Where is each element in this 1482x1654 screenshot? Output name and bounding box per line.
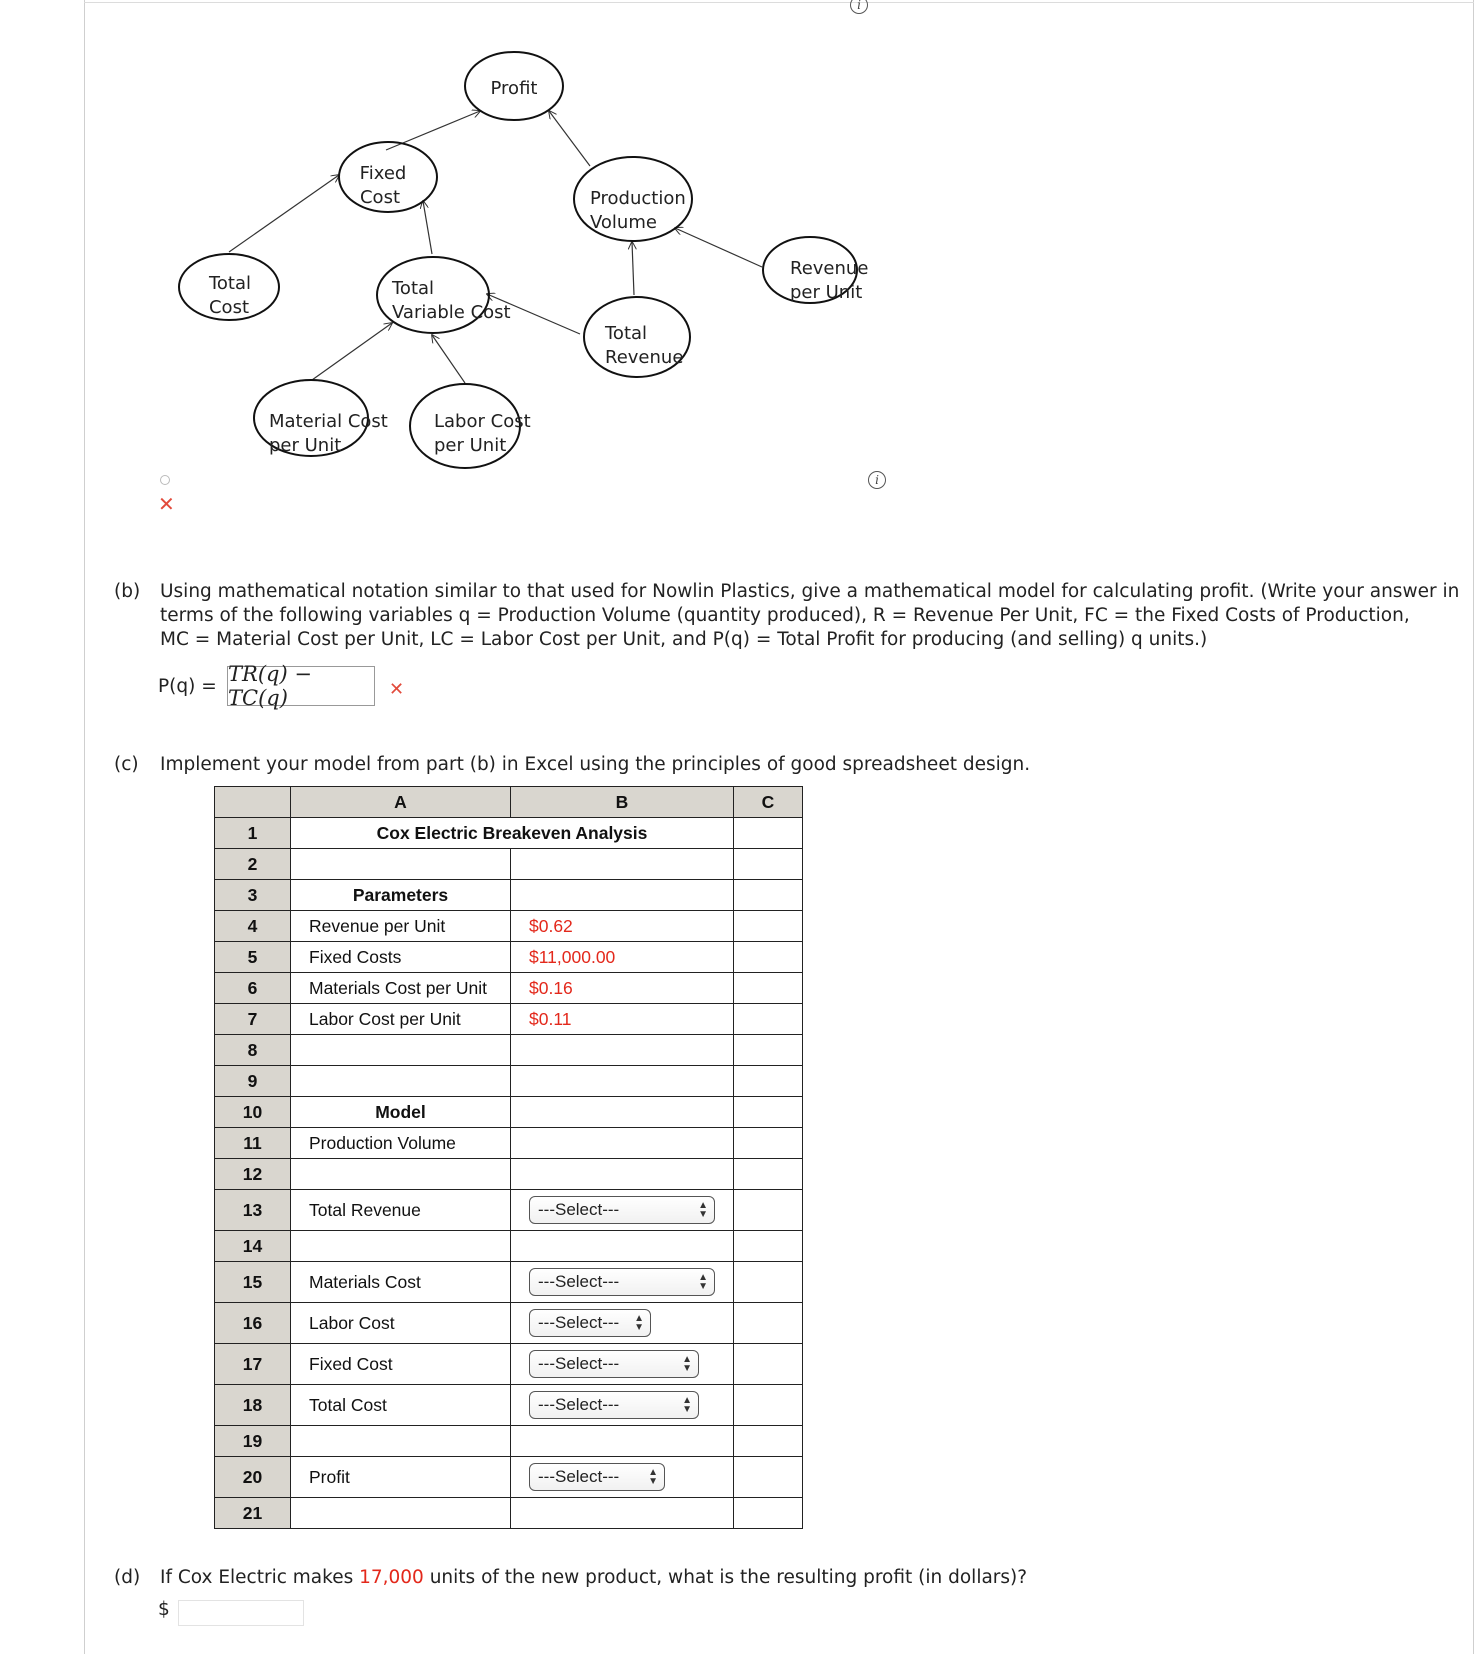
influence-diagram xyxy=(0,0,1482,480)
select-arrows-icon: ▲ ▼ xyxy=(682,1395,692,1415)
row-number: 2 xyxy=(215,849,291,880)
node-production-label-1: Production xyxy=(590,188,686,209)
row-number: 12 xyxy=(215,1159,291,1190)
column-header-row xyxy=(215,787,803,818)
table-row xyxy=(215,942,803,973)
cell-a14 xyxy=(291,1231,511,1262)
question-b-line-2: terms of the following variables q = Production Volume (quantity produced), R = Revenue Per Unit, FC = the Fixed Costs of Production, xyxy=(160,605,1410,626)
row-number: 10 xyxy=(215,1097,291,1128)
node-total-cost-label-2: Cost xyxy=(208,297,250,318)
param-label-revenue: Revenue per Unit xyxy=(291,911,511,942)
node-labor-label-1: Labor Cost xyxy=(434,411,531,432)
question-b-line-1: Using mathematical notation similar to that used for Nowlin Plastics, give a mathematical model for calculating profit. (Write your answer in xyxy=(160,581,1460,602)
cell-c12 xyxy=(734,1159,803,1190)
edge-production-profit xyxy=(549,111,590,166)
cell-c18 xyxy=(734,1385,803,1426)
incorrect-icon-formula: ✕ xyxy=(389,679,405,700)
cell-c14 xyxy=(734,1231,803,1262)
question-c-text: Implement your model from part (b) in Excel using the principles of good spreadsheet design. xyxy=(160,754,1031,775)
cell-b2 xyxy=(511,849,734,880)
cell-b3 xyxy=(511,880,734,911)
table-row xyxy=(215,1035,803,1066)
node-total-revenue-label-1: Total xyxy=(605,323,648,344)
total-cost-select-value: ---Select--- xyxy=(538,1395,620,1414)
table-row xyxy=(215,911,803,942)
model-label-total-cost: Total Cost xyxy=(291,1385,511,1426)
labor-cost-select[interactable] xyxy=(529,1309,651,1337)
cell-c11 xyxy=(734,1128,803,1159)
node-material-label-1: Material Cost xyxy=(269,411,388,432)
cell-a8 xyxy=(291,1035,511,1066)
question-c-label: (c) xyxy=(114,754,139,775)
labor-cost-select-value: ---Select--- xyxy=(538,1313,620,1332)
cell-c1 xyxy=(734,818,803,849)
model-label-fixed-cost: Fixed Cost xyxy=(291,1344,511,1385)
row-number: 1 xyxy=(215,818,291,849)
total-revenue-select-value: ---Select--- xyxy=(538,1200,620,1219)
model-label-labor-cost: Labor Cost xyxy=(291,1303,511,1344)
node-production-label-2: Volume xyxy=(590,212,657,233)
question-b-line-3: MC = Material Cost per Unit, LC = Labor Cost per Unit, and P(q) = Total Profit for producing (and selling) q units.) xyxy=(160,629,1208,650)
info-icon-top[interactable]: i xyxy=(850,0,868,14)
row-number: 19 xyxy=(215,1426,291,1457)
currency-symbol: $ xyxy=(158,1599,170,1620)
table-row xyxy=(215,1128,803,1159)
table-row xyxy=(215,1231,803,1262)
select-arrows-icon: ▲ ▼ xyxy=(648,1467,658,1487)
edge-fixedcost-profit xyxy=(386,111,480,150)
cell-c16 xyxy=(734,1303,803,1344)
row-number: 13 xyxy=(215,1190,291,1231)
answer-label-pq: P(q) = xyxy=(158,676,217,697)
model-label-production-volume: Production Volume xyxy=(291,1128,511,1159)
table-row xyxy=(215,1457,803,1498)
node-fixed-cost-label-2: Cost xyxy=(359,187,401,208)
param-value-fixed: $11,000.00 xyxy=(511,942,734,973)
materials-cost-select[interactable] xyxy=(529,1268,715,1296)
cell-c3 xyxy=(734,880,803,911)
cell-c5 xyxy=(734,942,803,973)
corner-cell xyxy=(215,787,291,818)
profit-select[interactable] xyxy=(529,1463,665,1491)
model-label-profit: Profit xyxy=(291,1457,511,1498)
edge-tvc-fixedcost xyxy=(423,201,432,254)
total-revenue-select[interactable] xyxy=(529,1196,715,1224)
question-c xyxy=(114,753,1464,779)
node-profit-label: Profit xyxy=(490,78,538,99)
cell-c21 xyxy=(734,1498,803,1529)
table-row xyxy=(215,1303,803,1344)
profit-answer-input[interactable] xyxy=(178,1600,304,1626)
cell-a2 xyxy=(291,849,511,880)
cell-c9 xyxy=(734,1066,803,1097)
cell-c6 xyxy=(734,973,803,1004)
node-material-label-2: per Unit xyxy=(269,435,342,456)
node-tvc-label-1: Total xyxy=(392,278,435,299)
question-d-label: (d) xyxy=(114,1567,141,1588)
model-header: Model xyxy=(291,1097,511,1128)
fixed-cost-select[interactable] xyxy=(529,1350,699,1378)
row-number: 14 xyxy=(215,1231,291,1262)
question-d-text-before: If Cox Electric makes xyxy=(160,1567,360,1588)
table-row xyxy=(215,973,803,1004)
column-header-a: A xyxy=(291,787,511,818)
cell-b10 xyxy=(511,1097,734,1128)
row-number: 15 xyxy=(215,1262,291,1303)
cell-c8 xyxy=(734,1035,803,1066)
cell-c13 xyxy=(734,1190,803,1231)
cell-b19 xyxy=(511,1426,734,1457)
cell-c15 xyxy=(734,1262,803,1303)
radio-option[interactable] xyxy=(160,475,170,485)
table-row xyxy=(215,818,803,849)
cell-b8 xyxy=(511,1035,734,1066)
cell-b15 xyxy=(511,1262,734,1303)
param-label-materials: Materials Cost per Unit xyxy=(291,973,511,1004)
total-cost-select[interactable] xyxy=(529,1391,699,1419)
param-label-labor: Labor Cost per Unit xyxy=(291,1004,511,1035)
node-total-revenue-label-2: Revenue xyxy=(605,347,684,368)
node-revenue-label-1: Revenue xyxy=(790,258,869,279)
row-number: 8 xyxy=(215,1035,291,1066)
info-icon-diagram[interactable]: i xyxy=(868,471,886,489)
table-row xyxy=(215,1498,803,1529)
table-row xyxy=(215,849,803,880)
incorrect-icon-diagram: ✕ xyxy=(158,492,175,516)
model-label-materials-cost: Materials Cost xyxy=(291,1262,511,1303)
column-header-c: C xyxy=(734,787,803,818)
cell-c17 xyxy=(734,1344,803,1385)
select-arrows-icon: ▲ ▼ xyxy=(682,1354,692,1374)
table-row xyxy=(215,1004,803,1035)
row-number: 7 xyxy=(215,1004,291,1035)
row-number: 17 xyxy=(215,1344,291,1385)
spreadsheet xyxy=(214,786,803,1529)
diagram-edges xyxy=(229,111,762,383)
select-arrows-icon: ▲ ▼ xyxy=(698,1272,708,1292)
cell-b13 xyxy=(511,1190,734,1231)
row-number: 18 xyxy=(215,1385,291,1426)
select-arrows-icon: ▲ ▼ xyxy=(698,1200,708,1220)
node-fixed-cost-label-1: Fixed xyxy=(359,163,407,184)
question-b xyxy=(114,580,1464,652)
param-value-labor: $0.11 xyxy=(511,1004,734,1035)
row-number: 4 xyxy=(215,911,291,942)
model-label-total-revenue: Total Revenue xyxy=(291,1190,511,1231)
cell-b17 xyxy=(511,1344,734,1385)
cell-c7 xyxy=(734,1004,803,1035)
materials-cost-select-value: ---Select--- xyxy=(538,1272,620,1291)
table-row xyxy=(215,1385,803,1426)
table-row xyxy=(215,1344,803,1385)
question-d-units: 17,000 xyxy=(359,1567,424,1588)
cell-c10 xyxy=(734,1097,803,1128)
param-value-materials: $0.16 xyxy=(511,973,734,1004)
profit-select-value: ---Select--- xyxy=(538,1467,620,1486)
cell-b14 xyxy=(511,1231,734,1262)
question-d xyxy=(114,1566,1464,1592)
parameters-header: Parameters xyxy=(291,880,511,911)
column-header-b: B xyxy=(511,787,734,818)
sheet-title: Cox Electric Breakeven Analysis xyxy=(291,818,734,849)
edge-totalcost-fixedcost xyxy=(229,175,339,252)
table-row xyxy=(215,1097,803,1128)
cell-a9 xyxy=(291,1066,511,1097)
cell-c4 xyxy=(734,911,803,942)
cell-b9 xyxy=(511,1066,734,1097)
cell-a19 xyxy=(291,1426,511,1457)
table-row xyxy=(215,1066,803,1097)
table-row xyxy=(215,1159,803,1190)
question-d-text xyxy=(160,1566,1027,1590)
edge-labor-tvc xyxy=(432,335,465,383)
param-label-fixed: Fixed Costs xyxy=(291,942,511,973)
cell-b11[interactable] xyxy=(511,1128,734,1159)
table-row xyxy=(215,1262,803,1303)
row-number: 5 xyxy=(215,942,291,973)
node-labor-label-2: per Unit xyxy=(434,435,507,456)
fixed-cost-select-value: ---Select--- xyxy=(538,1354,620,1373)
question-d-text-after: units of the new product, what is the resulting profit (in dollars)? xyxy=(423,1567,1028,1588)
table-row xyxy=(215,880,803,911)
cell-c20 xyxy=(734,1457,803,1498)
question-b-text xyxy=(160,580,1459,652)
cell-a21 xyxy=(291,1498,511,1529)
cell-b21 xyxy=(511,1498,734,1529)
cell-b18 xyxy=(511,1385,734,1426)
node-revenue-label-2: per Unit xyxy=(790,282,863,303)
row-number: 6 xyxy=(215,973,291,1004)
profit-formula-input[interactable]: TR(q) − TC(q) xyxy=(227,666,375,706)
node-tvc-label-2: Variable Cost xyxy=(392,302,511,323)
edge-revenue-production xyxy=(675,228,762,267)
row-number: 11 xyxy=(215,1128,291,1159)
row-number: 20 xyxy=(215,1457,291,1498)
cell-a12 xyxy=(291,1159,511,1190)
edge-material-tvc xyxy=(312,323,392,380)
param-value-revenue: $0.62 xyxy=(511,911,734,942)
row-number: 9 xyxy=(215,1066,291,1097)
table-row xyxy=(215,1426,803,1457)
table-row xyxy=(215,1190,803,1231)
cell-c19 xyxy=(734,1426,803,1457)
edge-totalrevenue-production xyxy=(632,242,634,295)
cell-b16 xyxy=(511,1303,734,1344)
cell-b20 xyxy=(511,1457,734,1498)
cell-c2 xyxy=(734,849,803,880)
select-arrows-icon: ▲ ▼ xyxy=(634,1313,644,1333)
node-total-cost-label-1: Total xyxy=(208,273,252,294)
row-number: 21 xyxy=(215,1498,291,1529)
question-b-label: (b) xyxy=(114,581,141,602)
row-number: 16 xyxy=(215,1303,291,1344)
row-number: 3 xyxy=(215,880,291,911)
cell-b12 xyxy=(511,1159,734,1190)
